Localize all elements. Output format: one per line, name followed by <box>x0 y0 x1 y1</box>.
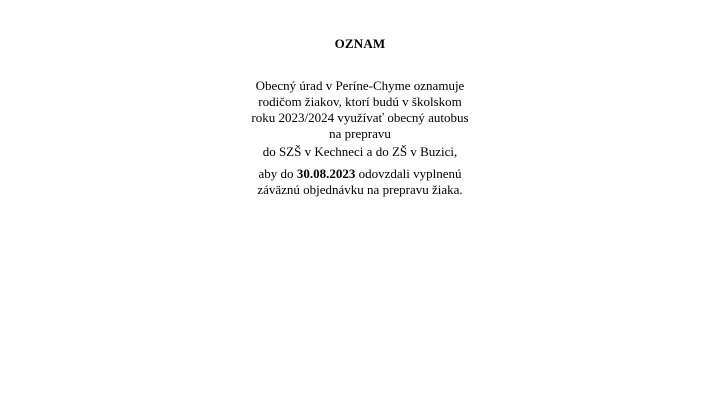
text-fragment: aby do <box>258 166 297 181</box>
text-line: na prepravu <box>329 126 391 141</box>
deadline-paragraph <box>0 166 720 198</box>
text-fragment: odovzdali vyplnenú <box>355 166 462 181</box>
text-line: Obecný úrad v Períne-Chyme oznamuje <box>255 78 465 93</box>
text-line: do SZŠ v Kechneci a do ZŠ v Buzici, <box>262 144 458 159</box>
schools-paragraph <box>0 144 720 160</box>
document-title: OZNAM <box>334 36 386 51</box>
deadline-date: 30.08.2023 <box>296 166 356 181</box>
text-line: záväznú objednávku na prepravu žiaka. <box>257 182 463 197</box>
deadline-line <box>0 166 720 182</box>
announcement-paragraph <box>0 78 720 142</box>
text-line: roku 2023/2024 využívať obecný autobus <box>251 110 469 125</box>
text-line: rodičom žiakov, ktorí budú v školskom <box>258 94 462 109</box>
